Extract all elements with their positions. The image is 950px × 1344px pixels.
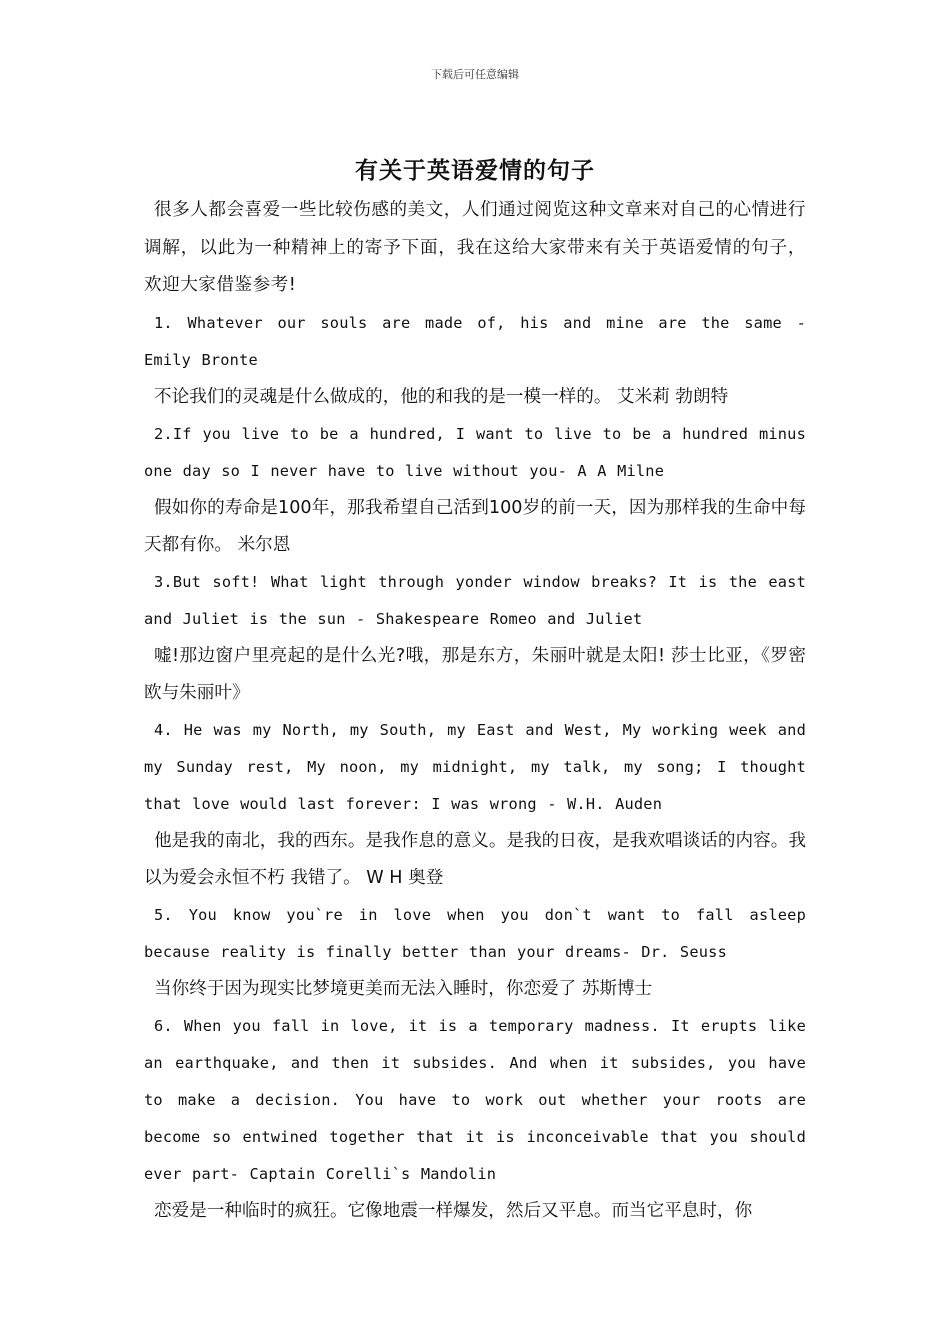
- quote-4-english: 4. He was my North, my South, my East and West, My working week and my Sunday rest, My noon, my midnight, my talk, my song; I thought that love would last forever: I was wrong - W.H. Auden: [144, 720, 806, 813]
- quote-3-english: 3.But soft! What light through yonder window breaks? It is the east and Juliet is the sun - Shakespeare Romeo and Juliet: [144, 572, 806, 628]
- document-body: [144, 192, 806, 1230]
- quote-6-chinese: 恋爱是一种临时的疯狂。它像地震一样爆发，然后又平息。而当它平息时，你: [154, 1200, 753, 1221]
- quote-2-english: 2.If you live to be a hundred, I want to live to be a hundred minus one day so I never have to live without you- A A Milne: [144, 424, 806, 480]
- quote-3-chinese: 嘘!那边窗户里亮起的是什么光?哦，那是东方，朱丽叶就是太阳! 莎士比亚，《罗密欧与朱丽叶》: [144, 645, 806, 703]
- quote-2-chinese: 假如你的寿命是100年，那我希望自己活到100岁的前一天，因为那样我的生命中每天都有你。 米尔恩: [144, 497, 806, 555]
- intro-paragraph: 很多人都会喜爱一些比较伤感的美文，人们通过阅览这种文章来对自己的心情进行调解，以此为一种精神上的寄予下面，我在这给大家带来有关于英语爱情的句子，欢迎大家借鉴参考!: [144, 200, 806, 295]
- page-header: 下载后可任意编辑: [431, 68, 519, 81]
- quote-1-chinese: 不论我们的灵魂是什么做成的，他的和我的是一模一样的。 艾米莉 勃朗特: [154, 386, 729, 407]
- document-title: 有关于英语爱情的句子: [355, 158, 595, 184]
- quote-1-english: 1. Whatever our souls are made of, his and mine are the same - Emily Bronte: [144, 313, 806, 369]
- quote-6-english: 6. When you fall in love, it is a temporary madness. It erupts like an earthquake, and then it subsides. And when it subsides, you have to make a decision. You have to work out whether your roots are become so entwined together that it is inconceivable that you should ever part- Captain Corelli`s Mandolin: [144, 1016, 806, 1183]
- quote-5-chinese: 当你终于因为现实比梦境更美而无法入睡时，你恋爱了 苏斯博士: [154, 978, 653, 999]
- quote-4-chinese: 他是我的南北，我的西东。是我作息的意义。是我的日夜，是我欢唱谈话的内容。我以为爱会永恒不朽 我错了。 W H 奥登: [144, 830, 806, 888]
- quote-5-english: 5. You know you`re in love when you don`t want to fall asleep because reality is finally better than your dreams- Dr. Seuss: [144, 905, 806, 961]
